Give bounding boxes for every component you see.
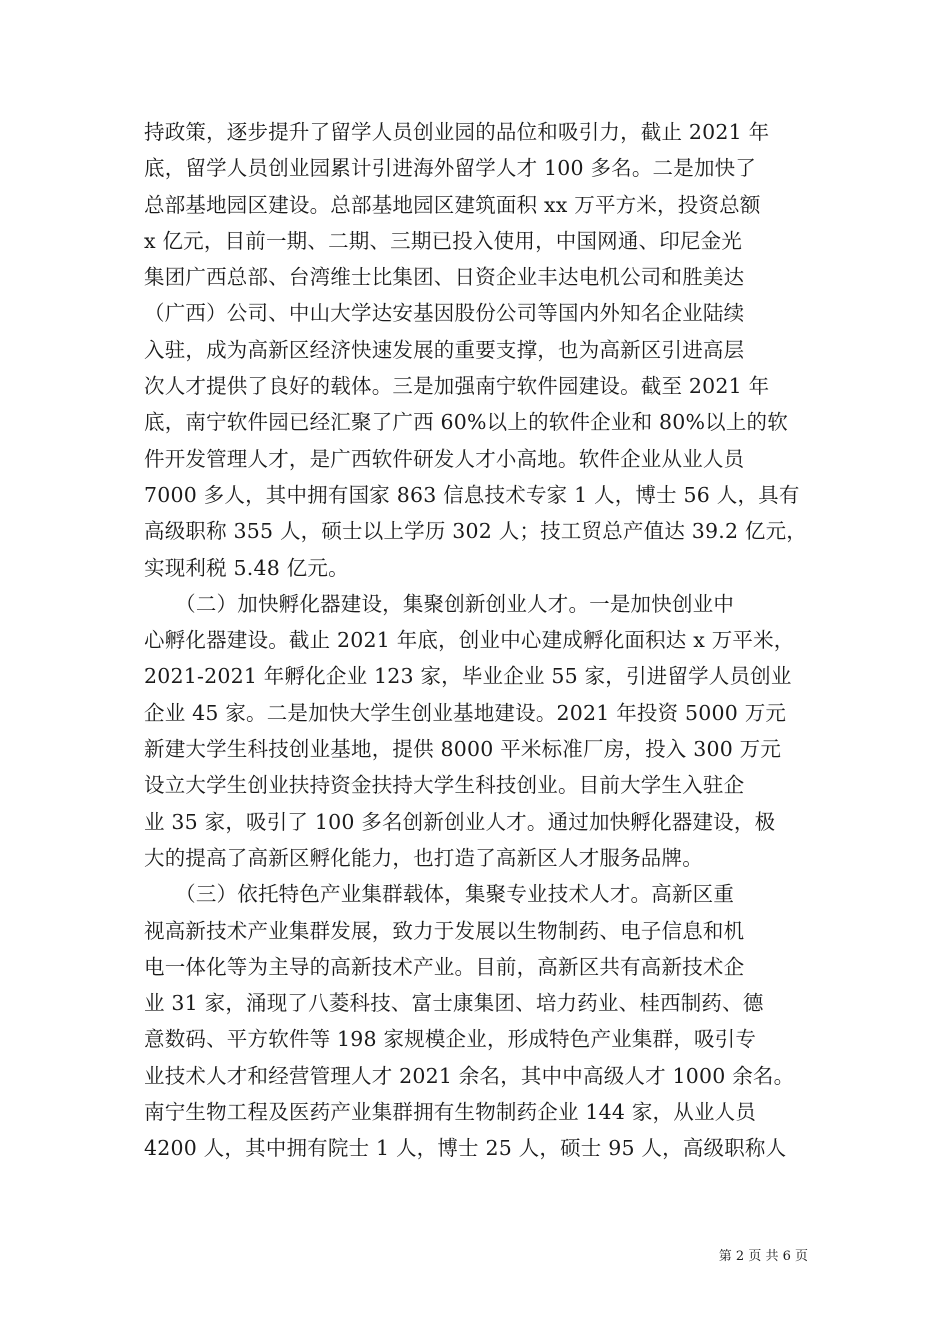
text-line: 新建大学生科技创业基地，提供 8000 平米标准厂房，投入 300 万元 (144, 737, 782, 762)
text-line: 心孵化器建设。截止 2021 年底，创业中心建成孵化面积达 x 万平米， (144, 628, 795, 653)
text-line: 电一体化等为主导的高新技术产业。目前，高新区共有高新技术企 (144, 954, 745, 979)
text-line: 大的提高了高新区孵化能力，也打造了高新区人才服务品牌。 (144, 845, 703, 870)
text-line: 业技术人才和经营管理人才 2021 余名，其中中高级人才 1000 余名。 (144, 1063, 795, 1088)
text-line: 总部基地园区建设。总部基地园区建筑面积 xx 万平方米，投资总额 (144, 192, 761, 217)
text-line: 业 35 家，吸引了 100 多名创新创业人才。通过加快孵化器建设，极 (144, 809, 776, 834)
text-line: 次人才提供了良好的载体。三是加强南宁软件园建设。截至 2021 年 (144, 374, 770, 399)
text-line: 意数码、平方软件等 198 家规模企业，形成特色产业集群，吸引专 (144, 1027, 757, 1052)
text-line: （广西）公司、中山大学达安基因股份公司等国内外知名企业陆续 (144, 301, 745, 326)
text-line: 企业 45 家。二是加快大学生创业基地建设。2021 年投资 5000 万元 (144, 700, 787, 725)
text-line: 底，南宁软件园已经汇聚了广西 60%以上的软件企业和 80%以上的软 (144, 410, 788, 435)
paragraph-heading-line: （二）加快孵化器建设，集聚创新创业人才。一是加快创业中 (144, 591, 735, 616)
text-line: 高级职称 355 人，硕士以上学历 302 人；技工贸总产值达 39.2 亿元， (144, 519, 807, 544)
page-number-footer: 第 2 页 共 6 页 (718, 1249, 808, 1264)
text-line: 实现利税 5.48 亿元。 (144, 555, 349, 580)
text-line: 件开发管理人才，是广西软件研发人才小高地。软件企业从业人员 (144, 446, 745, 471)
body-text (144, 114, 808, 1167)
text-line: 设立大学生创业扶持资金扶持大学生科技创业。目前大学生入驻企 (144, 773, 745, 798)
paragraph-heading-line: （三）依托特色产业集群载体，集聚专业技术人才。高新区重 (144, 882, 735, 907)
text-line: 7000 多人，其中拥有国家 863 信息技术专家 1 人，博士 56 人，具有 (144, 482, 800, 507)
text-line: 南宁生物工程及医药产业集群拥有生物制药企业 144 家，从业人员 (144, 1100, 757, 1125)
text-line: 视高新技术产业集群发展，致力于发展以生物制药、电子信息和机 (144, 918, 745, 943)
text-line: 业 31 家，涌现了八菱科技、富士康集团、培力药业、桂西制药、德 (144, 991, 764, 1016)
text-line: x 亿元，目前一期、二期、三期已投入使用，中国网通、印尼金光 (144, 228, 743, 253)
text-line: 入驻，成为高新区经济快速发展的重要支撑，也为高新区引进高层 (144, 337, 745, 362)
text-line: 集团广西总部、台湾维士比集团、日资企业丰达电机公司和胜美达 (144, 265, 745, 290)
text-line: 2021-2021 年孵化企业 123 家，毕业企业 55 家，引进留学人员创业 (144, 664, 792, 689)
text-line: 4200 人，其中拥有院士 1 人，博士 25 人，硕士 95 人，高级职称人 (144, 1136, 787, 1161)
text-line: 底，留学人员创业园累计引进海外留学人才 100 多名。二是加快了 (144, 156, 757, 181)
text-line: 持政策，逐步提升了留学人员创业园的品位和吸引力，截止 2021 年 (144, 120, 770, 144)
